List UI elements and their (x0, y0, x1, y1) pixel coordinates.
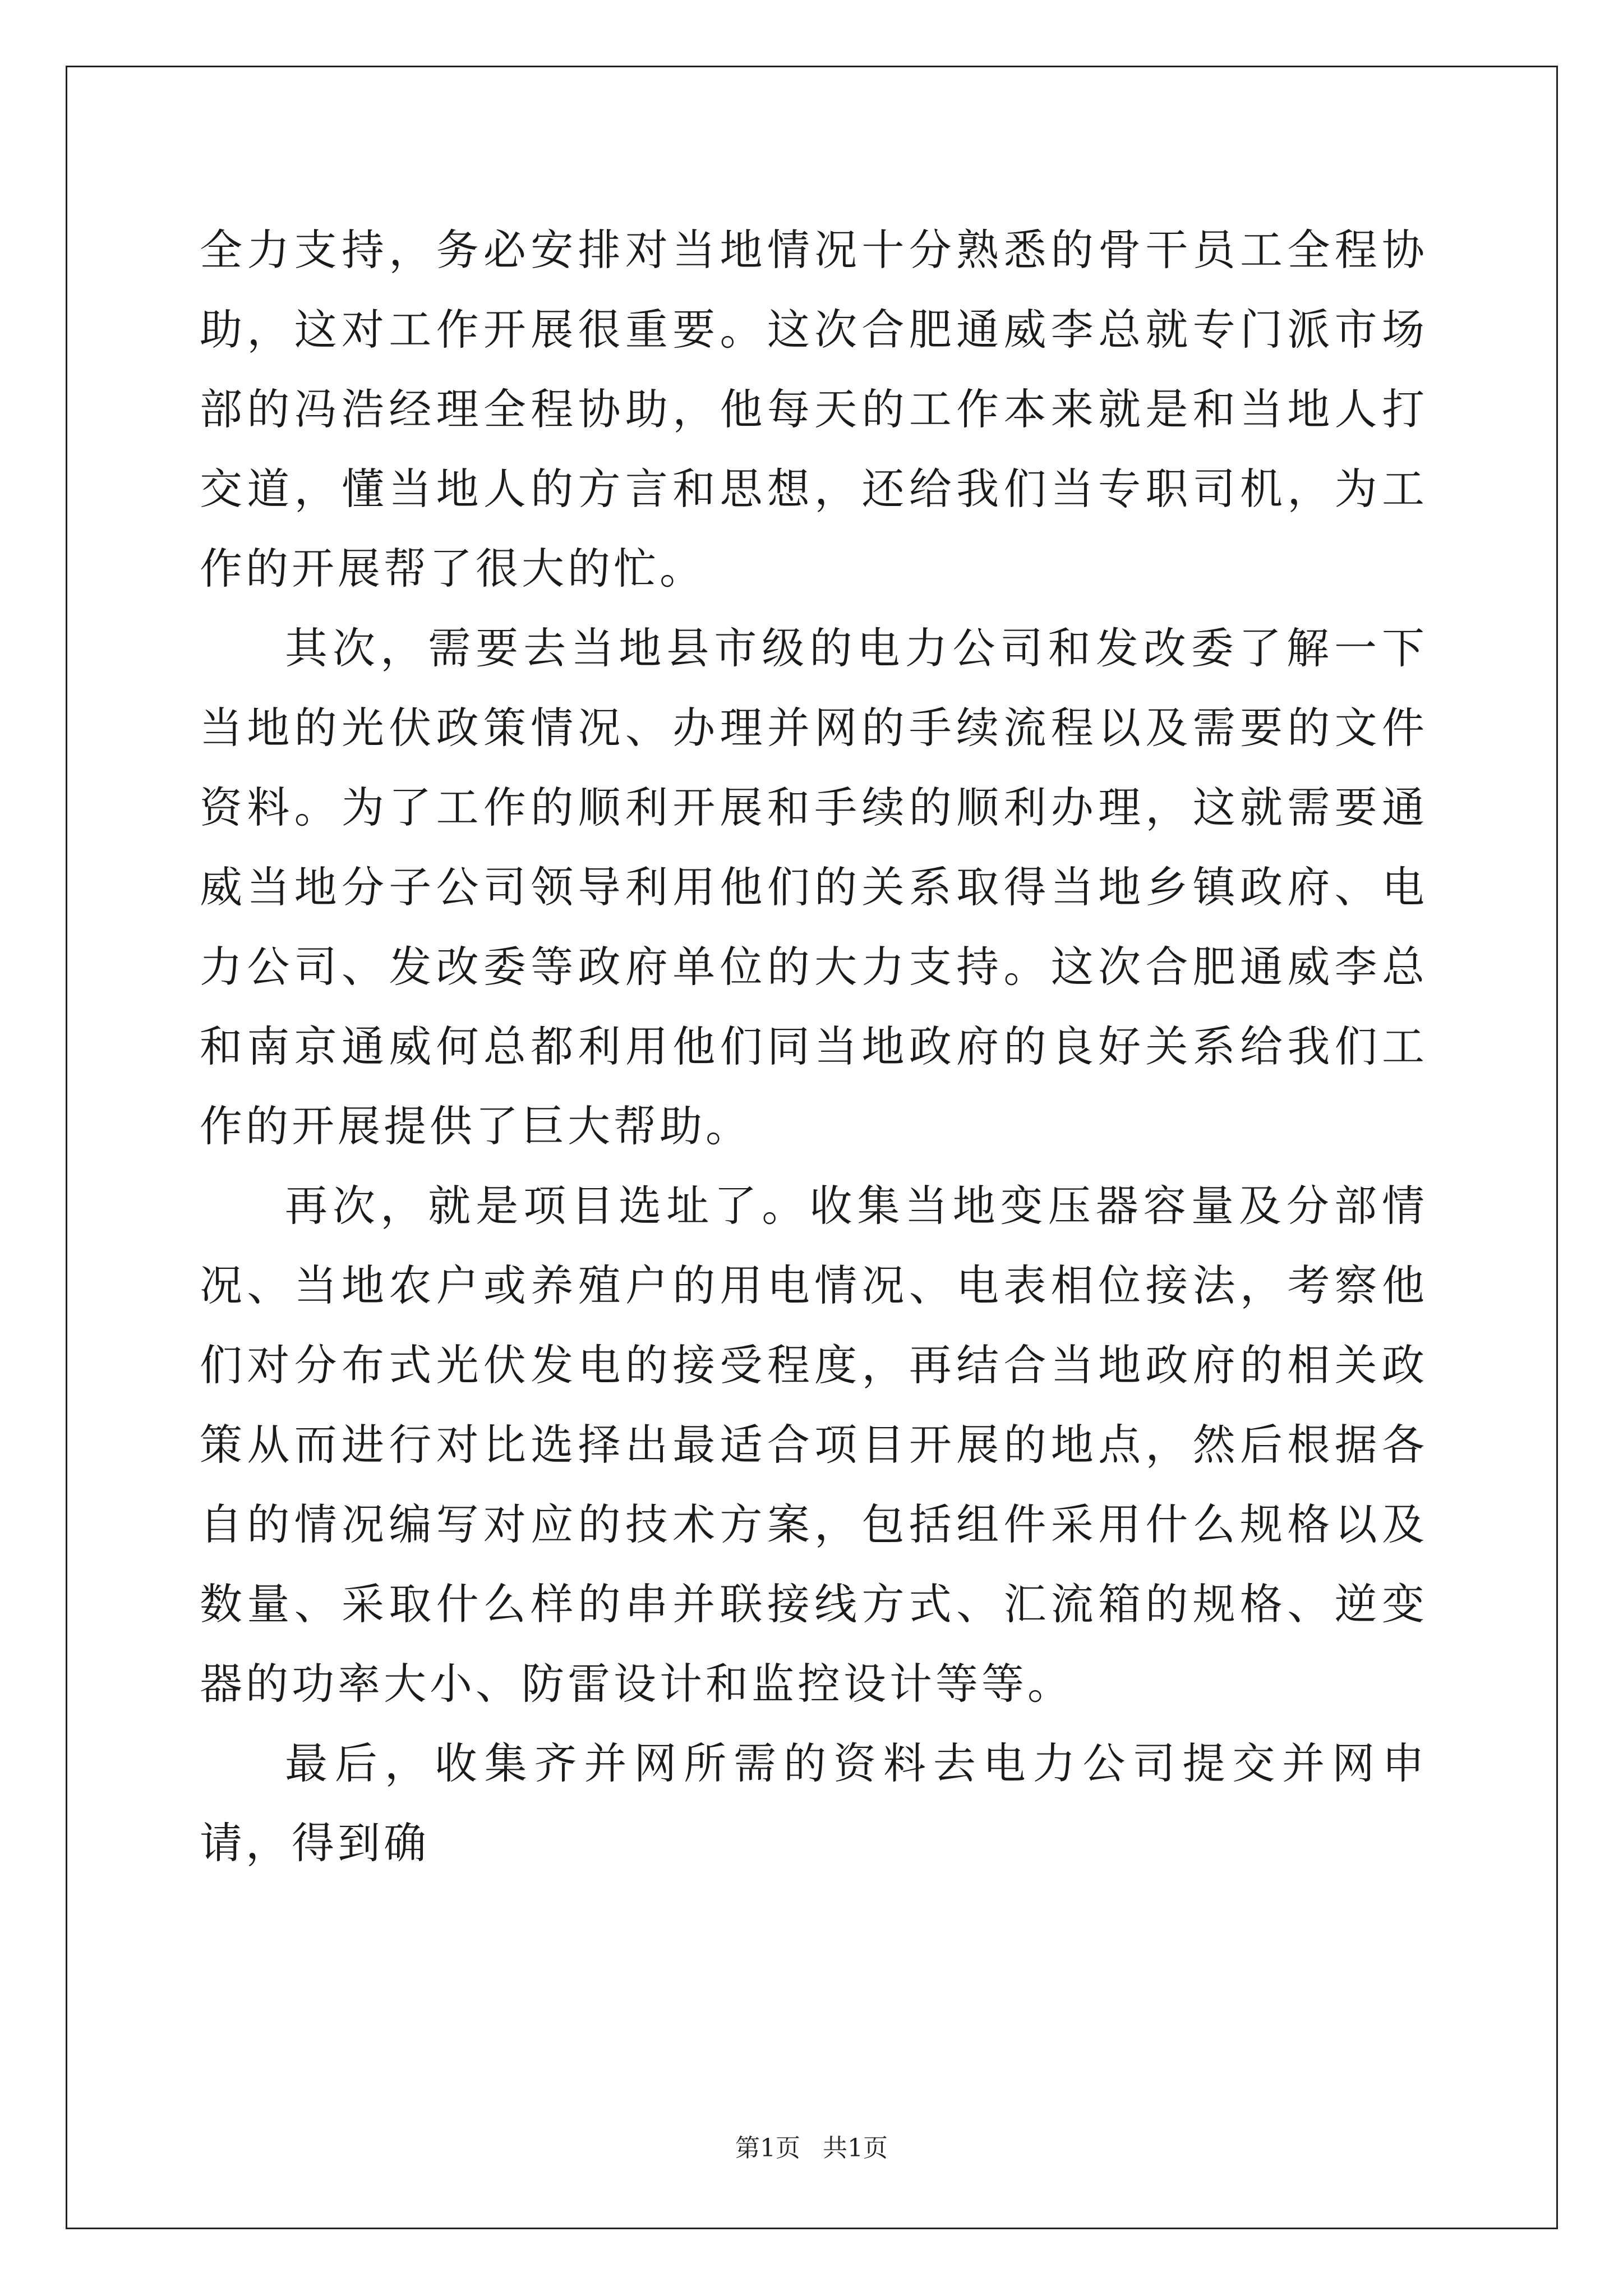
document-body (200, 210, 1428, 1883)
page-total: 共1页 (823, 2134, 888, 2162)
paragraph-3: 再次，就是项目选址了。收集当地变压器容量及分部情况、当地农户或养殖户的用电情况、电表相位接法，考察他们对分布式光伏发电的接受程度，再结合当地政府的相关政策从而进行对比选择出最适合项目开展的地点，然后根据各自的情况编写对应的技术方案，包括组件采用什么规格以及数量、采取什么样的串并联接线方式、汇流箱的规格、逆变器的功率大小、防雷设计和监控设计等等。 (200, 1181, 1428, 1709)
paragraph-4: 最后，收集齐并网所需的资料去电力公司提交并网申请，得到确 (200, 1738, 1428, 1868)
paragraph-1: 全力支持，务必安排对当地情况十分熟悉的骨干员工全程协助，这对工作开展很重要。这次合肥通威李总就专门派市场部的冯浩经理全程协助，他每天的工作本来就是和当地人打交道，懂当地人的方言和思想，还给我们当专职司机，为工作的开展帮了很大的忙。 (200, 225, 1428, 593)
page-number: 第1页 (735, 2134, 800, 2162)
paragraph-2: 其次，需要去当地县市级的电力公司和发改委了解一下当地的光伏政策情况、办理并网的手续流程以及需要的文件资料。为了工作的顺利开展和手续的顺利办理，这就需要通威当地分子公司领导利用他们的关系取得当地乡镇政府、电力公司、发改委等政府单位的大力支持。这次合肥通威李总和南京通威何总都利用他们同当地政府的良好关系给我们工作的开展提供了巨大帮助。 (200, 623, 1428, 1151)
page-footer (0, 2132, 1623, 2165)
